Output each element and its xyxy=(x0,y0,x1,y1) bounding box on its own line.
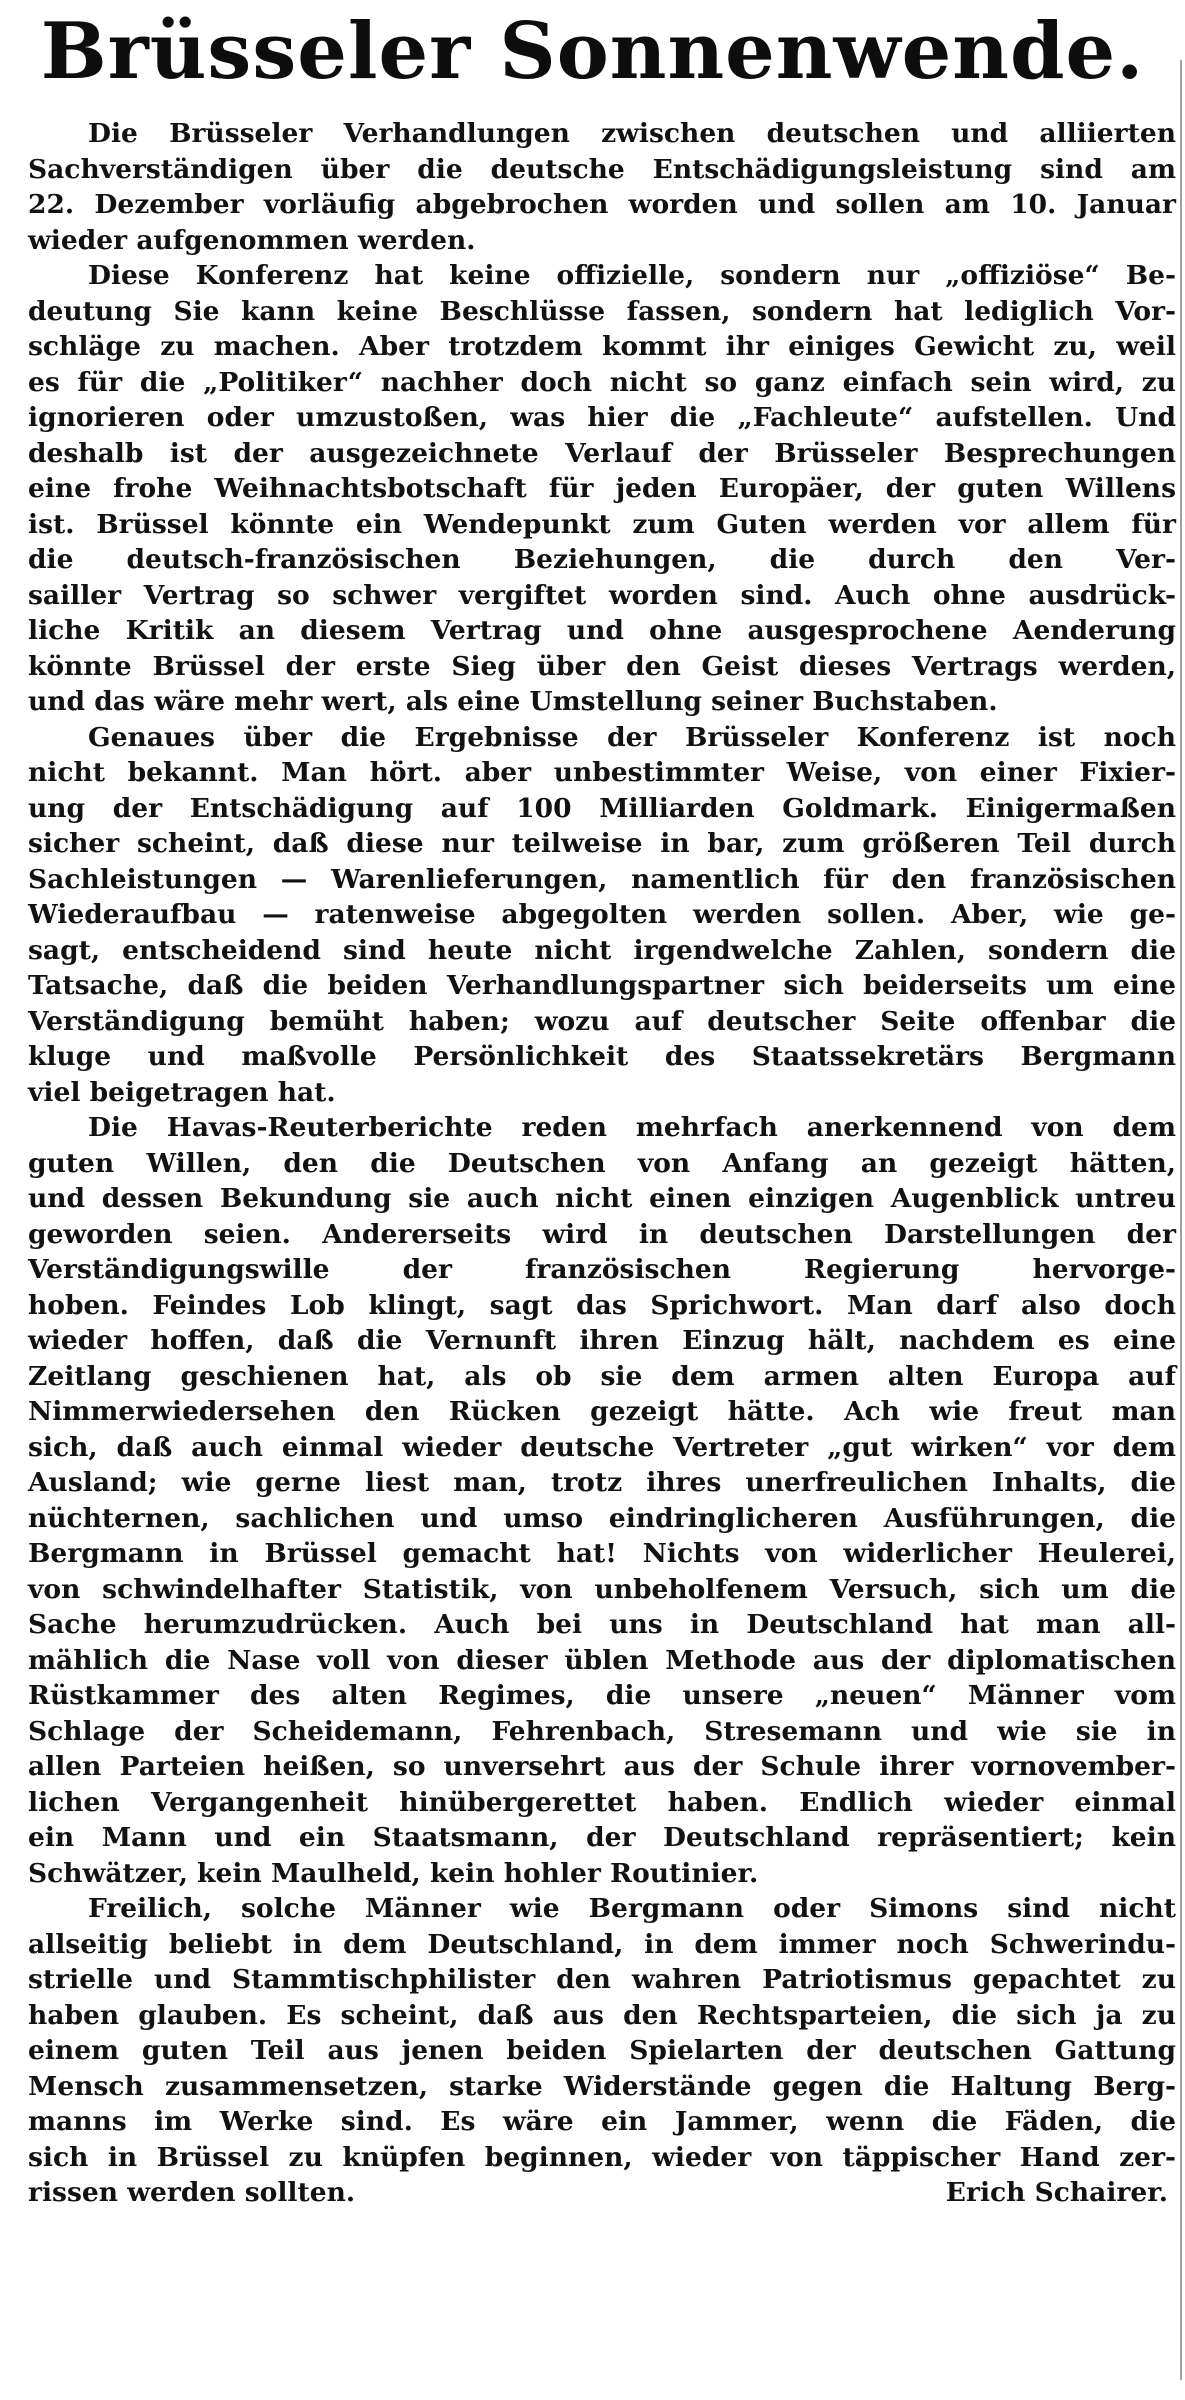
text-line: sich, daß auch einmal wieder deutsche Vertreter „gut wirken“ vor dem xyxy=(28,1431,1176,1463)
text-line: wieder hoffen, daß die Vernunft ihren Einzug hält, nachdem es eine xyxy=(28,1325,1176,1356)
text-line: Diese Konferenz hat keine offizielle, sondern nur „offiziöse“ Be- xyxy=(88,260,1176,291)
text-line: ein Mann und ein Staatsmann, der Deutschland repräsentiert; kein xyxy=(28,1822,1176,1853)
article-headline: Brüsseler Sonnenwende. xyxy=(40,6,1145,97)
text-line: guten Willen, den die Deutschen von Anfang an gezeigt hätten, xyxy=(28,1147,1176,1179)
text-line: nicht bekannt. Man hört. aber unbestimmter Weise, von einer Fixier- xyxy=(28,757,1176,788)
text-line: Verständigung bemüht haben; wozu auf deutscher Seite offenbar die xyxy=(28,1005,1176,1037)
clipping-edge xyxy=(1180,60,1182,2380)
article-paragraph xyxy=(28,720,1176,1111)
text-line: sagt, entscheidend sind heute nicht irgendwelche Zahlen, sondern die xyxy=(28,934,1176,966)
text-line: ung der Entschädigung auf 100 Milliarden Goldmark. Einigermaßen xyxy=(28,792,1176,824)
text-line: lichen Vergangenheit hinübergerettet haben. Endlich wieder einmal xyxy=(28,1786,1176,1818)
text-line: könnte Brüssel der erste Sieg über den Geist dieses Vertrags werden, xyxy=(28,650,1176,682)
text-line: mählich die Nase voll von dieser üblen Methode aus der diplomatischen xyxy=(28,1644,1176,1676)
article-paragraph xyxy=(28,258,1176,720)
article-paragraph xyxy=(28,116,1176,258)
text-line: liche Kritik an diesem Vertrag und ohne ausgesprochene Aenderung xyxy=(28,615,1176,646)
closing-text: rissen werden sollten. xyxy=(28,2177,356,2208)
text-line: kluge und maßvolle Persönlichkeit des Staatssekretärs Bergmann xyxy=(28,1041,1176,1072)
text-line: Freilich, solche Männer wie Bergmann oder Simons sind nicht xyxy=(88,1893,1176,1924)
text-line: schläge zu machen. Aber trotzdem kommt ihr einiges Gewicht zu, weil xyxy=(28,331,1176,362)
text-line: einem guten Teil aus jenen beiden Spielarten der deutschen Gattung xyxy=(28,2035,1176,2066)
text-line: Die Havas-Reuterberichte reden mehrfach anerkennend von dem xyxy=(88,1112,1176,1143)
text-line: manns im Werke sind. Es wäre ein Jammer, wenn die Fäden, die xyxy=(28,2106,1176,2137)
text-line: strielle und Stammtischphilister den wahren Patriotismus gepachtet zu xyxy=(28,1964,1176,1995)
text-line: Mensch zusammensetzen, starke Widerstände gegen die Haltung Berg- xyxy=(28,2070,1176,2102)
text-line: hoben. Feindes Lob klingt, sagt das Sprichwort. Man darf also doch xyxy=(28,1289,1176,1321)
text-line: deutung Sie kann keine Beschlüsse fassen, sondern hat lediglich Vor- xyxy=(28,295,1176,327)
text-line: nüchternen, sachlichen und umso eindringlicheren Ausführungen, die xyxy=(28,1502,1176,1534)
article-body xyxy=(28,116,1176,2211)
text-line: Sache herumzudrücken. Auch bei uns in Deutschland hat man all- xyxy=(28,1609,1176,1640)
text-line: 22. Dezember vorläufig abgebrochen worden und sollen am 10. Januar xyxy=(28,189,1176,220)
text-line: Verständigungswille der französischen Regierung hervorge- xyxy=(28,1254,1176,1285)
text-line: Wiederaufbau — ratenweise abgegolten werden sollen. Aber, wie ge- xyxy=(28,899,1176,930)
text-line: die deutsch-französischen Beziehungen, die durch den Ver- xyxy=(28,544,1176,575)
text-line: Die Brüsseler Verhandlungen zwischen deutschen und alliierten xyxy=(88,118,1176,149)
text-line: Sachleistungen — Warenlieferungen, namentlich für den französischen xyxy=(28,863,1176,895)
text-line: allen Parteien heißen, so unversehrt aus der Schule ihrer vornovember- xyxy=(28,1751,1176,1782)
text-line: Zeitlang geschienen hat, als ob sie dem armen alten Europa auf xyxy=(28,1360,1176,1392)
text-line: Tatsache, daß die beiden Verhandlungspartner sich beiderseits um eine xyxy=(28,970,1176,1001)
text-line: sailler Vertrag so schwer vergiftet worden sind. Auch ohne ausdrück- xyxy=(28,579,1176,611)
text-line: ist. Brüssel könnte ein Wendepunkt zum Guten werden vor allem für xyxy=(28,508,1176,540)
text-line: sich in Brüssel zu knüpfen beginnen, wieder von täppischer Hand zer- xyxy=(28,2141,1176,2173)
text-line: eine frohe Weihnachtsbotschaft für jeden Europäer, der guten Willens xyxy=(28,473,1176,504)
author-signature: Erich Schairer. xyxy=(945,2177,1168,2208)
text-line: Ausland; wie gerne liest man, trotz ihres unerfreulichen Inhalts, die xyxy=(28,1467,1176,1498)
text-line: viel beigetragen hat. xyxy=(28,1076,336,1108)
text-line: Sachverständigen über die deutsche Entschädigungsleistung sind am xyxy=(28,153,1176,185)
text-line: geworden seien. Andererseits wird in deutschen Darstellungen der xyxy=(28,1218,1176,1250)
text-line: allseitig beliebt in dem Deutschland, in dem immer noch Schwerindu- xyxy=(28,1928,1176,1960)
text-line: und dessen Bekundung sie auch nicht einen einzigen Augenblick untreu xyxy=(28,1183,1176,1214)
text-line: es für die „Politiker“ nachher doch nicht so ganz einfach sein wird, zu xyxy=(28,366,1176,398)
text-line: Nimmerwiedersehen den Rücken gezeigt hätte. Ach wie freut man xyxy=(28,1396,1176,1427)
article-paragraph xyxy=(28,1110,1176,1891)
text-line: sicher scheint, daß diese nur teilweise in bar, zum größeren Teil durch xyxy=(28,828,1176,859)
text-line: und das wäre mehr wert, als eine Umstellung seiner Buchstaben. xyxy=(28,686,998,717)
text-line: ignorieren oder umzustoßen, was hier die „Fachleute“ aufstellen. Und xyxy=(28,402,1176,433)
text-line: Schwätzer, kein Maulheld, kein hohler Routinier. xyxy=(28,1857,759,1889)
closing-line xyxy=(28,2175,1176,2211)
text-line: Schlage der Scheidemann, Fehrenbach, Stresemann und wie sie in xyxy=(28,1715,1176,1747)
text-line: von schwindelhafter Statistik, von unbeholfenem Versuch, sich um die xyxy=(28,1573,1176,1605)
text-line: Bergmann in Brüssel gemacht hat! Nichts von widerlicher Heulerei, xyxy=(28,1538,1176,1569)
text-line: Rüstkammer des alten Regimes, die unsere „neuen“ Männer vom xyxy=(28,1680,1176,1711)
text-line: wieder aufgenommen werden. xyxy=(28,224,476,256)
text-line: Genaues über die Ergebnisse der Brüsseler Konferenz ist noch xyxy=(88,721,1176,753)
text-line: haben glauben. Es scheint, daß aus den Rechtsparteien, die sich ja zu xyxy=(28,1999,1176,2031)
article-paragraph xyxy=(28,1891,1176,2175)
text-line: deshalb ist der ausgezeichnete Verlauf der Brüsseler Besprechungen xyxy=(28,437,1176,469)
